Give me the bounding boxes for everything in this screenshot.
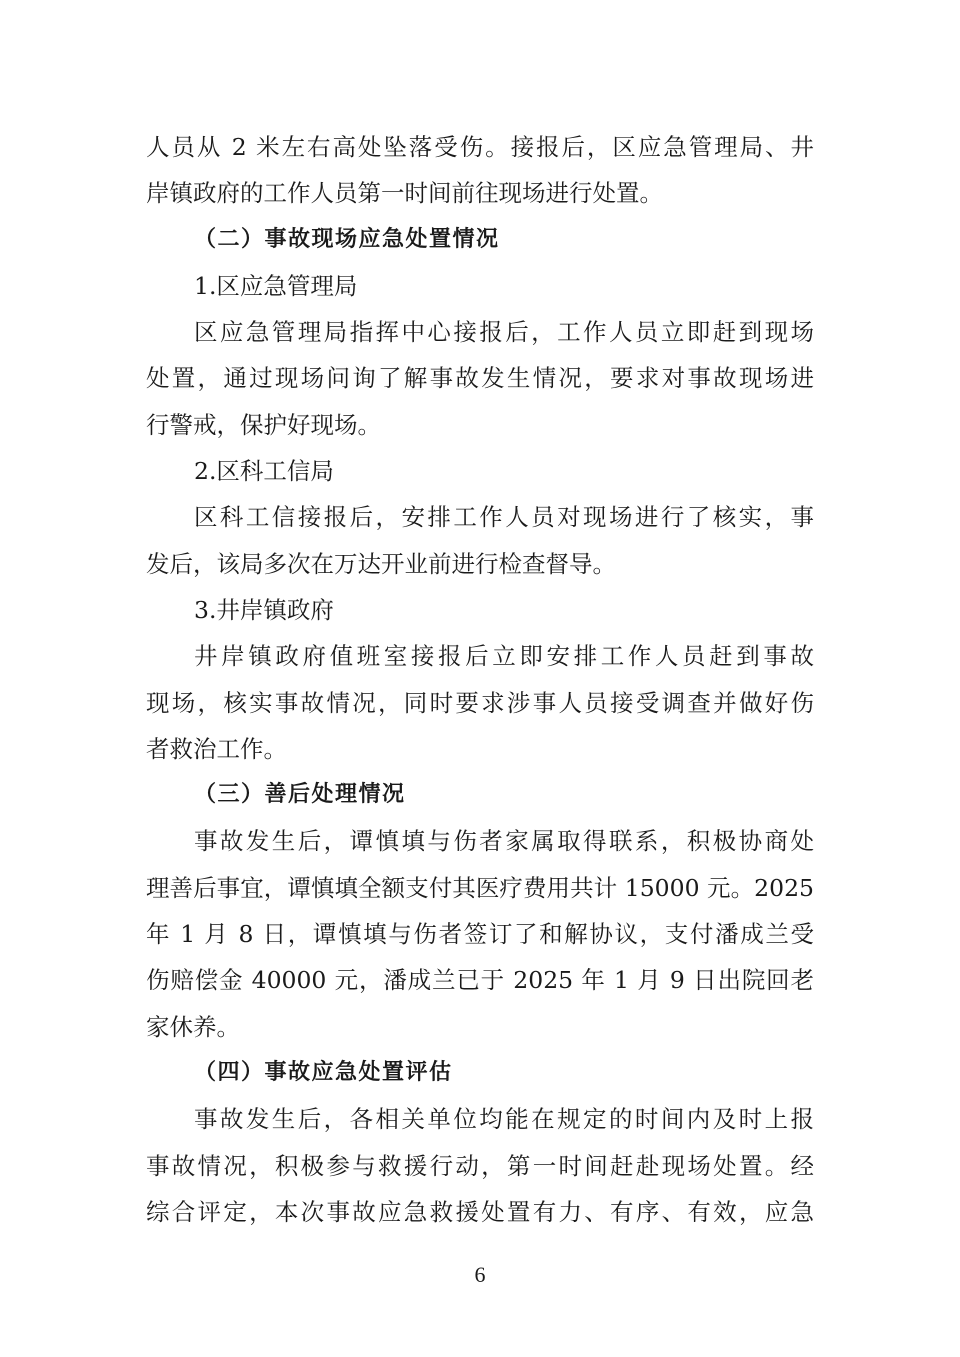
text-line-18: 年 1 月 8 日，谭慎填与伤者签订了和解协议，支付潘成兰受 [146,920,814,949]
text-line-14: 者救治工作。 [146,734,287,763]
text-line-6: 处置，通过现场问询了解事故发生情况，要求对事故现场进 [146,364,814,393]
text-line-24: 综合评定，本次事故应急救援处置有力、有序、有效，应急 [146,1197,814,1226]
text-line-5: 区应急管理局指挥中心接报后，工作人员立即赶到现场 [194,318,814,347]
text-line-12: 井岸镇政府值班室接报后立即安排工作人员赶到事故 [194,642,814,671]
text-line-16: 事故发生后，谭慎填与伤者家属取得联系，积极协商处 [194,827,814,856]
subsection-heading-1: 1.区应急管理局 [194,271,358,300]
text-line-20: 家休养。 [146,1012,240,1041]
text-line-22: 事故发生后，各相关单位均能在规定的时间内及时上报 [194,1105,814,1134]
document-body [146,124,814,1235]
text-line-1: 人员从 2 米左右高处坠落受伤。接报后，区应急管理局、井 [146,133,814,161]
text-line-19: 伤赔偿金 40000 元，潘成兰已于 2025 年 1 月 9 日出院回老 [146,966,814,995]
text-line-17: 理善后事宜，谭慎填全额支付其医疗费用共计 15000 元。2025 [146,873,814,902]
subsection-heading-3: 3.井岸镇政府 [194,595,334,624]
page-number: 6 [474,1262,486,1287]
text-line-7: 行警戒，保护好现场。 [146,410,381,439]
text-line-23: 事故情况，积极参与救援行动，第一时间赶赴现场处置。经 [146,1151,814,1180]
text-line-10: 发后，该局多次在万达开业前进行检查督导。 [146,549,616,578]
section-heading-3: （三）善后处理情况 [194,782,406,808]
section-heading-4: （四）事故应急处置评估 [194,1059,453,1085]
text-line-13: 现场，核实事故情况，同时要求涉事人员接受调查并做好伤 [146,688,814,717]
text-line-9: 区科工信接报后，安排工作人员对现场进行了核实，事 [194,503,814,532]
text-line-2: 岸镇政府的工作人员第一时间前往现场进行处置。 [146,179,663,208]
section-heading-2: （二）事故现场应急处置情况 [194,226,500,252]
subsection-heading-2: 2.区科工信局 [194,457,334,486]
